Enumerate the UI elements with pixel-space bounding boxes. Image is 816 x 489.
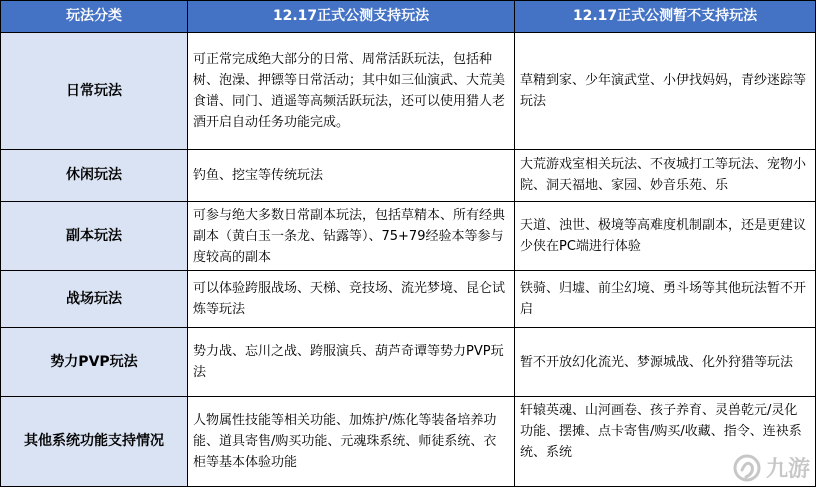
header-supported: 12.17正式公测支持玩法	[188, 1, 515, 33]
row-supported: 钓鱼、挖宝等传统玩法	[188, 150, 515, 202]
row-category: 副本玩法	[1, 202, 188, 271]
row-supported: 可正常完成绝大部分的日常、周常活跃玩法，包括种树、泡澡、押镖等日常活动；其中如三仙演武、大荒美食谱、同门、逍遥等高频活跃玩法，还可以使用猎人老酒开启自动任务功能完成。	[188, 33, 515, 150]
watermark-text: 九游	[765, 457, 810, 482]
row-category: 休闲玩法	[1, 150, 188, 202]
table-row	[1, 328, 816, 397]
table-row	[1, 202, 816, 271]
row-unsupported: 天道、浊世、极境等高难度机制副本，还是更建议少侠在PC端进行体验	[515, 202, 816, 271]
table-row	[1, 33, 816, 150]
row-unsupported	[515, 150, 816, 202]
row-supported: 可以体验跨服战场、天梯、竞技场、流光梦境、昆仑试炼等玩法	[188, 271, 515, 328]
row-supported: 势力战、忘川之战、跨服演兵、葫芦奇谭等势力PVP玩法	[188, 328, 515, 397]
nine-game-logo-icon	[732, 453, 762, 483]
header-category: 玩法分类	[1, 1, 188, 33]
row-supported: 人物属性技能等相关功能、加炼护/炼化等装备培养功能、道具寄售/购买功能、元魂珠系统、师徒系统、衣柜等基本体验功能	[188, 397, 515, 487]
row-category: 战场玩法	[1, 271, 188, 328]
row-category: 其他系统功能支持情况	[1, 397, 188, 487]
row-unsupported: 暂不开放幻化流光、梦源城战、化外狩猎等玩法	[515, 328, 816, 397]
row-category: 势力PVP玩法	[1, 328, 188, 397]
row-unsupported: 铁骑、归墟、前尘幻境、勇斗场等其他玩法暂不开启	[515, 271, 816, 328]
row-unsupported: 草精到家、少年演武堂、小伊找妈妈，青纱迷踪等玩法	[515, 33, 816, 150]
watermark	[732, 452, 810, 483]
row-category: 日常玩法	[1, 33, 188, 150]
table-header-row	[1, 1, 816, 33]
row-supported: 可参与绝大多数日常副本玩法，包括草精本、所有经典副本（黄白玉一条龙、钻露等）、75+79经验本等参与度较高的副本	[188, 202, 515, 271]
row-unsupported-text: 轩辕英魂、山河画卷、孩子养育、灵兽乾元/灵化功能、摆摊、点卡寄售/购买/收藏、指令、连袂系统、系统	[520, 403, 802, 460]
header-unsupported: 12.17正式公测暂不支持玩法	[515, 1, 816, 33]
row-unsupported-text: 大荒游戏室相关玩法、不夜城打工等玩法、宠物小院、洞天福地、家园、妙音乐苑、乐	[520, 157, 807, 193]
table-row	[1, 397, 816, 487]
table-row	[1, 150, 816, 202]
table-row	[1, 271, 816, 328]
